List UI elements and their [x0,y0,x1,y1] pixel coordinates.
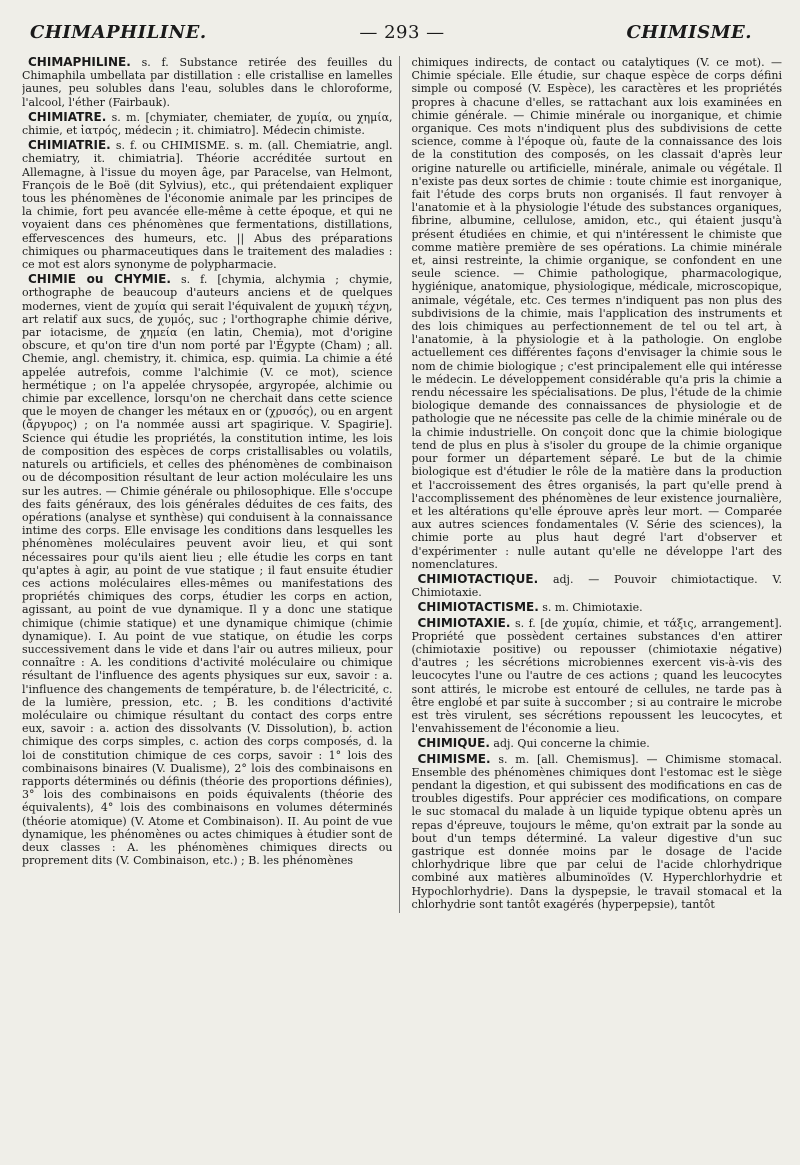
running-head-left: CHIMAPHILINE. [30,22,207,43]
running-head-right: CHIMISME. [626,22,752,43]
entry-text: s. f. [de χυμία, chimie, et τάξις, arrangement]. Propriété que possèdent certaines substances d'en attirer (chimiotaxie positive) ou repousser (chimiotaxie négative) d'autres ; les sécrétions microbiennes exercent vis-à-vis des leucocytes l'une ou l'autre de ces actions ; quand les leucocytes sont attirés, le microbe est entouré de cellules, ne tarde pas à être englobé et par suite à succomber ; si au contraire le microbe est très virulent, ses sécrétions repoussent les leucocytes, et l'envahissement de l'économie a lieu. [411,616,782,736]
dictionary-entry [22,273,393,867]
right-column [412,56,783,913]
left-column [22,56,400,913]
entry-text: s. m. Chimiotaxie. [542,601,643,615]
entry-text: s. m. [all. Chemismus]. — Chimisme stomacal. Ensemble des phénomènes chimiques dont l'estomac est le siège pendant la digestion, et qui subissent des modifications en cas de troubles digestifs. Pour apprécier ces modifications, on compare le suc stomacal du malade à un liquide typique obtenu après un repas d'épreuve, toujours le même, qu'on extrait par la sonde au bout d'un temps déterminé. La valeur digestive d'un suc gastrique est donnée moins par le dosage de l'acide chlorhydrique libre que par celui de l'acide chlorhydrique combiné aux matières albuminoïdes (V. Hyperchlorhydrie et Hypochlorhydrie). Dans la dyspepsie, le travail stomacal et la chlorhydrie sont tantôt exagérés (hyperpepsie), tantôt [411,752,782,911]
entry-headword: CHIMISME. [417,751,491,766]
entry-headword: CHIMIATRIE. [28,138,111,153]
dictionary-entry [412,617,783,736]
entry-headword: CHIMIOTACTISME. [417,600,539,615]
entry-text: adj. Qui concerne la chimie. [493,737,650,751]
entry-text: s. f. ou CHIMISME. s. m. (all. Chemiatrie, angl. chemiatry, it. chimiatria]. Théorie accréditée surtout en Allemagne, à l'issue du moyen âge, par Paracelse, van Helmont, François de le Boë (dit Sylvius), etc., qui prétendaient expliquer tous les phénomènes de l'économie animale par les principes de la chimie, fort peu avancée elle-même à cette époque, et qui ne voyaient dans ces phénomènes que fermentations, distillations, effervescences des humeurs, etc. || Abus des préparations chimiques ou pharmaceutiques dans le traitement des maladies : ce mot est alors synonyme de polypharmacie. [22,139,393,272]
entry-text: s. m. [chymiater, chemiater, de χυμία, ou χημία, chimie, et ἰατρός, médecin ; it. chimiatro]. Médecin chimiste. [22,110,393,138]
dictionary-entry [22,139,393,271]
dictionary-entry [412,601,783,614]
page-number: — 293 — [359,22,445,43]
entry-headword: CHIMAPHILINE. [28,56,131,69]
entry-headword: CHIMIOTAXIE. [417,615,511,630]
dictionary-entry [412,737,783,750]
entry-text: s. f. Substance retirée des feuilles du Chimaphila umbellata par distillation : elle cristallise en lamelles jaunes, peu solubles dans l'eau, solubles dans le chloroforme, l'alcool, l'éther (Fairbauk). [22,56,393,109]
dictionary-entry [412,573,783,599]
entry-text: adj. — Pouvoir chimiotactique. V. Chimiotaxie. [411,572,782,600]
entry-headword: CHIMIATRE. [28,109,107,124]
dictionary-entry [22,56,393,109]
entry-headword: CHIMIOTACTIQUE. [417,571,539,586]
entry-headword: CHIMIQUE. [417,736,490,751]
dictionary-entry [22,111,393,137]
text-columns [22,56,782,913]
dictionary-entry [412,753,783,911]
entry-text: chimiques indirects, de contact ou catalytiques (V. ce mot). — Chimie spéciale. Elle étudie, sur chaque espèce de corps défini simple ou composé (V. Espèce), les caractères et les propriétés propres à chacune d'elles, se rattachant aux lois examinées en chimie générale. — Chimie minérale ou inorganique, et chimie organique. Ces mots n'indiquent plus des subdivisions de cette science, comme à l'époque où, faute de la connaissance des lois de la constitution des composés, on les classait d'après leur origine naturelle ou artificielle, minérale, animale ou végétale. Il n'existe pas deux sortes de chimie : toute chimie est inorganique, fait l'étude des corps bruts non organisés. Il faut renvoyer à l'anatomie et à la physiologie l'étude des substances organiques, fibrine, albumine, cellulose, amidon, etc., qui étaient jusqu'à présent étudiées en chimie, et qui n'intéressent le chimiste que comme matière première de ses opérations. La chimie minérale et, ainsi restreinte, la chimie organique, se confondent en une seule science. — Chimie pathologique, pharmacologique, hygiénique, anatomique, physiologique, médicale, microscopique, animale, végétale, etc. Ces termes n'indiquent pas non plus des subdivisions de la chimie, mais l'application des instruments et des lois chimiques au perfectionnement de tel ou tel art, à l'anatomie, à la physiologie et à la pathologie. On englobe actuellement ces différentes façons d'envisager la chimie sous le nom de chimie biologique ; c'est principalement elle qui intéresse le médecin. Le développement considérable qu'a pris la chimie a rendu nécessaire les spécialisations. De plus, l'étude de la chimie biologique demande des connaissances de physiologie et de pathologie que ne nécessite pas celle de la chimie minérale ou de la chimie industrielle. On conçoit donc que la chimie biologique tend de plus en plus à s'isoler du groupe de la chimie organique pour former un département séparé. Le but de la chimie biologique est d'étudier le rôle de la matière dans la production et l'accroissement des êtres organisés, la part qu'elle prend à l'accomplissement des phénomènes de leur existence journalière, et les altérations qu'elle éprouve après leur mort. — Comparée aux autres sciences fondamentales (V. Série des sciences), la chimie porte au plus haut degré l'art d'observer et d'expérimenter : nulle autant qu'elle ne développe l'art des nomenclatures. [411,56,782,571]
entry-text: s. f. [chymia, alchymia ; chymie, orthographe de beaucoup d'auteurs anciens et de quelques modernes, vient de χυμία qui serait l'équivalent de χυμικὴ τέχνη, art relatif aux sucs, de χυμός, suc ; l'orthographe chimie dérive, par iotacisme, de χημεία (en latin, Chemia), mot d'origine obscure, et qu'on tire d'un nom porté par l'Égypte (Cham) ; all. Chemie, angl. chemistry, it. chimica, esp. quimia. La chimie a été appelée autrefois, comme l'alchimie (V. ce mot), science hermétique ; on l'a appelée chrysopée, argyropée, alchimie ou chimie par excellence, lorsqu'on ne cherchait dans cette science que le moyen de changer les métaux en or (χρυσός), ou en argent (ἄργυρος) ; on l'a nommée aussi art spagirique. V. Spagirie]. Science qui étudie les propriétés, la constitution intime, les lois de composition des espèces de corps cristallisables ou volatils, naturels ou artificiels, et celles des phénomènes de combinaison ou de décomposition résultant de leur action moléculaire les uns sur les autres. — Chimie générale ou philosophique. Elle s'occupe des faits généraux, des lois générales déduites de ces faits, des opérations (analyse et synthèse) qui conduisent à la connaissance intime des corps. Elle envisage les conditions dans lesquelles les phénomènes moléculaires peuvent avoir lieu, et qui sont nécessaires pour qu'ils aient lieu ; elle étudie les corps en tant qu'aptes à agir, au point de vue statique ; il faut ensuite étudier ces actions moléculaires elles-mêmes ou manifestations des propriétés chimiques des corps, étudier les corps en action, agissant, au point de vue dynamique. Il y a donc une statique chimique (chimie statique) et une dynamique chimique (chimie dynamique). I. Au point de vue statique, on étudie les corps successivement dans le vide et dans l'air ou autres milieux, pour connaître : A. les conditions d'activité moléculaire ou chimique résultant de l'influence des agents physiques sur eux, savoir : a. l'influence des changements de température, b. de l'électricité, c. de la lumière, pression, etc. ; B. les conditions d'activité moléculaire ou chimique résultant du contact des corps entre eux, savoir : a. action des dissolvants (V. Dissolution), b. action chimique des corps simples, c. action des corps composés, d. la loi de constitution chimique de ces corps, savoir : 1° lois des combinaisons binaires (V. Dualisme), 2° lois des combinaisons en rapports déterminés ou définis (théorie des proportions définies), 3° lois des combinaisons en poids équivalents (théorie des équivalents), 4° lois des combinaisons en volumes déterminés (théorie atomique) (V. Atome et Combinaison). II. Au point de vue dynamique, les phénomènes ou actes chimiques à étudier sont de deux classes : A. les phénomènes chimiques directs ou proprement dits (V. Combinaison, etc.) ; B. les phénomènes [22,273,393,868]
dictionary-entry [412,56,783,571]
running-head [22,22,782,46]
entry-headword: CHIMIE ou CHYMIE. [28,272,171,287]
